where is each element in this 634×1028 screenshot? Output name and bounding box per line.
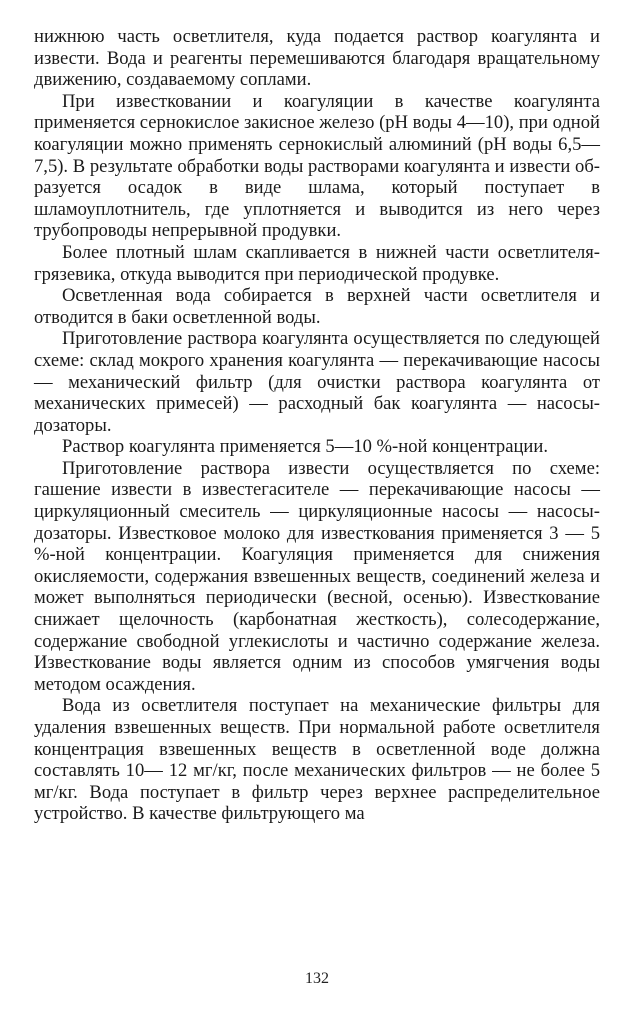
paragraph-dense-sludge: Более плотный шлам скапливается в нижней части осветлителя-грязевика, откуда выводится при периодической продувке. [34,241,600,285]
paragraph-lime-preparation: Приготовление раствора извести осуществляется по схеме: гашение извести в известегасителе — перекачивающие насосы — циркуляционный смеситель — циркуляционные насосы — насосы-дозаторы. Известковое молоко для известкования применяется 3 — 5 %-ной концентрации. Коагуляция применяется для снижения окисляемости, содержания взвешенных веществ, соединений железа и может выполняться периодически (весной, осенью). Известкование снижает щелочность (карбонатная жесткость), солесодержание, содержание свободной углекислоты и частично содержание железа. Известкование воды является одним из способов умягчения воды методом осаждения. [34,457,600,695]
page-number: 132 [305,970,329,987]
paragraph-continuation: нижнюю часть осветлителя, куда подается раствор коагулянта и извести. Вода и реагенты перемешиваются благодаря вращательному движению, создаваемому соплами. [34,26,600,91]
body-text [34,26,600,825]
paragraph-mechanical-filters: Вода из осветлителя поступает на механические фильтры для удаления взвешенных веществ. При нормальной работе осветлителя концентрация взвешенных веществ в осветленной воде должна составлять 10— 12 мг/кг, после механических фильтров — не более 5 мг/кг. Вода поступает в фильтр через верхнее распределительное устройство. В качестве фильтрующего ма [34,695,600,825]
paragraph-coagulation-reagents: При известковании и коагуляции в качестве коагулянта применяется сернокислое закисное железо (pH воды 4—10), при одной коагуляции можно применять сернокислый алюминий (pH воды 6,5—7,5). В результате обработки воды растворами коагулянта и извести образуется осадок в виде шлама, который поступает в шламоуплотнитель, где уплотняется и выводится из него через трубопроводы непрерывной продувки. [34,90,600,242]
book-page [34,26,600,1016]
paragraph-clarified-water: Осветленная вода собирается в верхней части осветлителя и отводится в баки осветленной воды. [34,285,600,328]
paragraph-coagulant-preparation: Приготовление раствора коагулянта осуществляется по следующей схеме: склад мокрого хранения коагулянта — перекачивающие насосы — механический фильтр (для очистки раствора коагулянта от механических примесей) — расходный бак коагулянта — насосы-дозаторы. [34,328,600,436]
paragraph-coagulant-concentration: Раствор коагулянта применяется 5—10 %-ной концентрации. [62,436,548,458]
